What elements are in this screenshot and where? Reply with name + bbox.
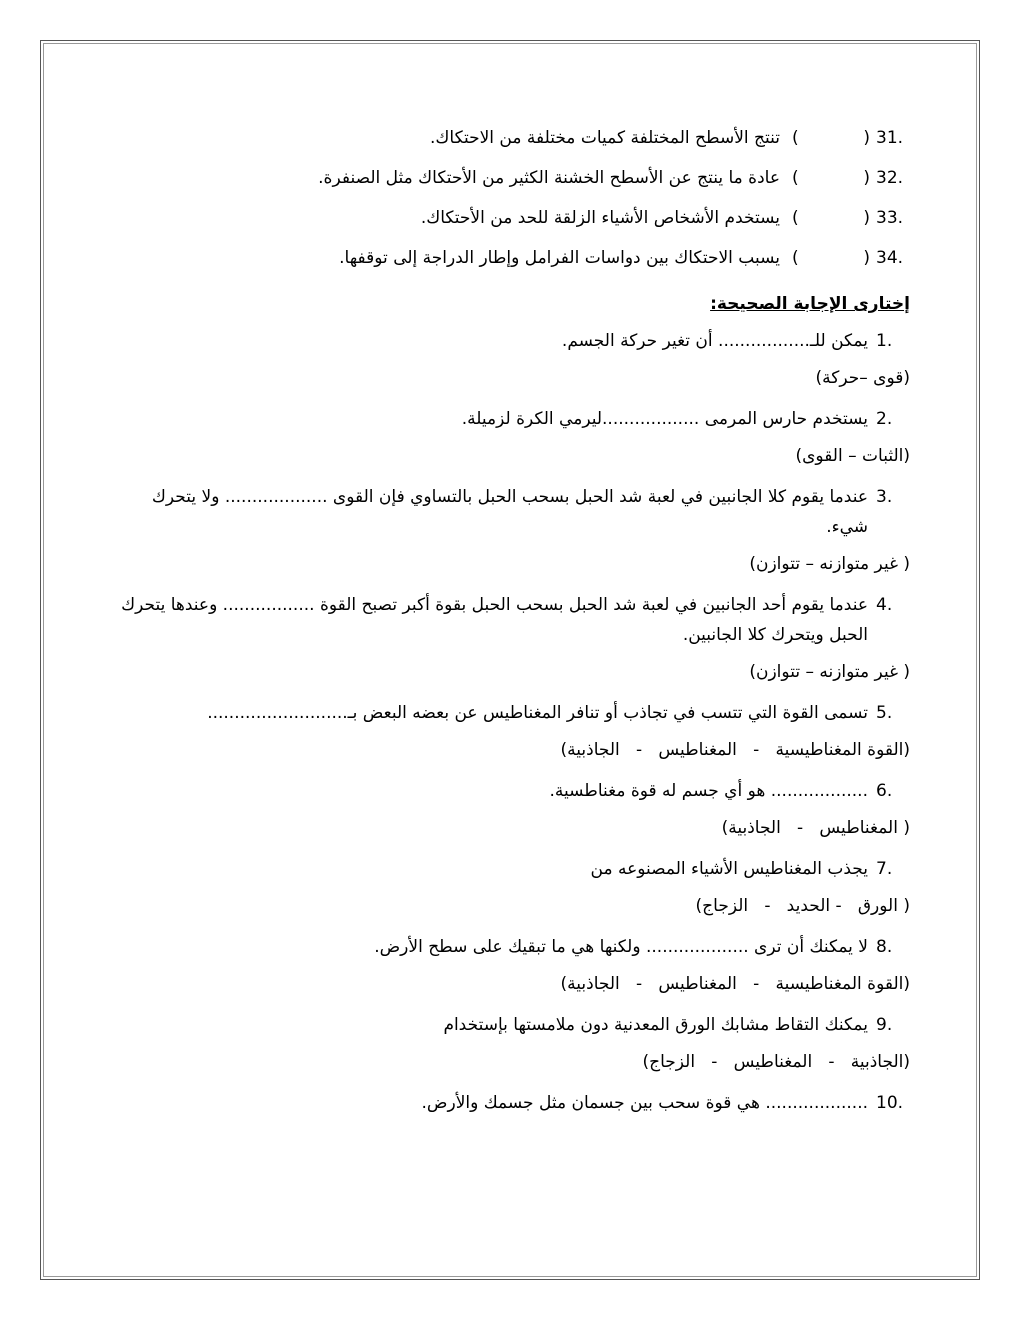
section-title: إختارى الإجابة الصحيحة: <box>710 294 910 314</box>
question-text: يمكن للـ................. أن تغير حركة الجسم. <box>561 331 868 351</box>
tf-answer-blank: ( ) <box>792 168 870 188</box>
tf-number: 31. <box>876 128 904 148</box>
tf-answer-blank: ( ) <box>792 128 870 148</box>
question-text: عندما يقوم كلا الجانبين في لعبة شد الحبل بسحب الحبل بالتساوي فإن القوى ................... ولا يتحرك شيء. <box>151 487 868 537</box>
tf-statement: تنتج الأسطح المختلفة كميات مختلفة من الاحتكاك. <box>429 128 780 148</box>
question-options: ( الورق - الحديد - الزجاج) <box>695 896 910 916</box>
mc-question-7 <box>110 854 910 884</box>
question-options: (القوة المغناطيسية - المغناطيس - الجاذبية) <box>560 974 910 994</box>
tf-question-32 <box>110 158 910 198</box>
tf-statement: يستخدم الأشخاص الأشياء الزلقة للحد من الأحتكاك. <box>420 208 780 228</box>
question-options: ( المغناطيس - الجاذبية) <box>721 818 910 838</box>
question-text: يجذب المغناطيس الأشياء المصنوعه من <box>590 859 868 879</box>
question-options: (القوة المغناطيسية - المغناطيس - الجاذبية) <box>560 740 910 760</box>
mc-question-5 <box>110 698 910 728</box>
question-number: 10. <box>876 1093 904 1113</box>
question-number: 3. <box>876 487 893 507</box>
tf-statement: يسبب الاحتكاك بين دواسات الفرامل وإطار الدراجة إلى توقفها. <box>339 248 780 268</box>
question-number: 9. <box>876 1015 893 1035</box>
tf-number: 32. <box>876 168 904 188</box>
mc-question-3 <box>110 482 910 542</box>
question-text: لا يمكنك أن ترى ................... ولكنها هي ما تبقيك على سطح الأرض. <box>374 937 868 957</box>
question-text: .................. هو أي جسم له قوة مغناطسية. <box>549 781 868 801</box>
worksheet <box>110 118 910 1118</box>
mc-question-9 <box>110 1010 910 1040</box>
tf-statement: عادة ما ينتج عن الأسطح الخشنة الكثير من الأحتكاك مثل الصنفرة. <box>318 168 780 188</box>
question-options: (الثبات – القوى) <box>795 446 910 466</box>
question-number: 1. <box>876 331 893 351</box>
tf-question-33 <box>110 198 910 238</box>
question-number: 2. <box>876 409 893 429</box>
question-number: 4. <box>876 595 893 615</box>
question-options: ( غير متوازنه – تتوازن) <box>749 554 910 574</box>
tf-number: 34. <box>876 248 904 268</box>
tf-number: 33. <box>876 208 904 228</box>
question-options: (قوى –حركة) <box>815 368 910 388</box>
tf-answer-blank: ( ) <box>792 248 870 268</box>
question-text: عندما يقوم أحد الجانبين في لعبة شد الحبل بسحب الحبل بقوة أكبر تصبح القوة ................. وعندها يتحرك الحبل ويتحرك كلا الجانبين. <box>121 595 868 645</box>
mc-question-4 <box>110 590 910 650</box>
question-text: ................... هي قوة سحب بين جسمان مثل جسمك والأرض. <box>421 1093 868 1113</box>
question-text: تسمى القوة التي تتسب في تجاذب أو تنافر المغناطيس عن بعضه البعض بـ.......................... <box>207 703 868 723</box>
mc-question-6 <box>110 776 910 806</box>
question-number: 5. <box>876 703 893 723</box>
question-options: ( غير متوازنه – تتوازن) <box>749 662 910 682</box>
question-number: 7. <box>876 859 893 879</box>
question-text: يستخدم حارس المرمى ..................ليرمي الكرة لزميلة. <box>461 409 868 429</box>
question-number: 6. <box>876 781 893 801</box>
tf-question-31 <box>110 118 910 158</box>
mc-question-2 <box>110 404 910 434</box>
tf-answer-blank: ( ) <box>792 208 870 228</box>
question-options: (الجاذبية - المغناطيس - الزجاج) <box>642 1052 910 1072</box>
mc-question-8 <box>110 932 910 962</box>
mc-question-10 <box>110 1088 910 1118</box>
question-text: يمكنك التقاط مشابك الورق المعدنية دون ملامستها بإستخدام <box>443 1015 868 1035</box>
question-number: 8. <box>876 937 893 957</box>
mc-question-1 <box>110 326 910 356</box>
tf-question-34 <box>110 238 910 278</box>
